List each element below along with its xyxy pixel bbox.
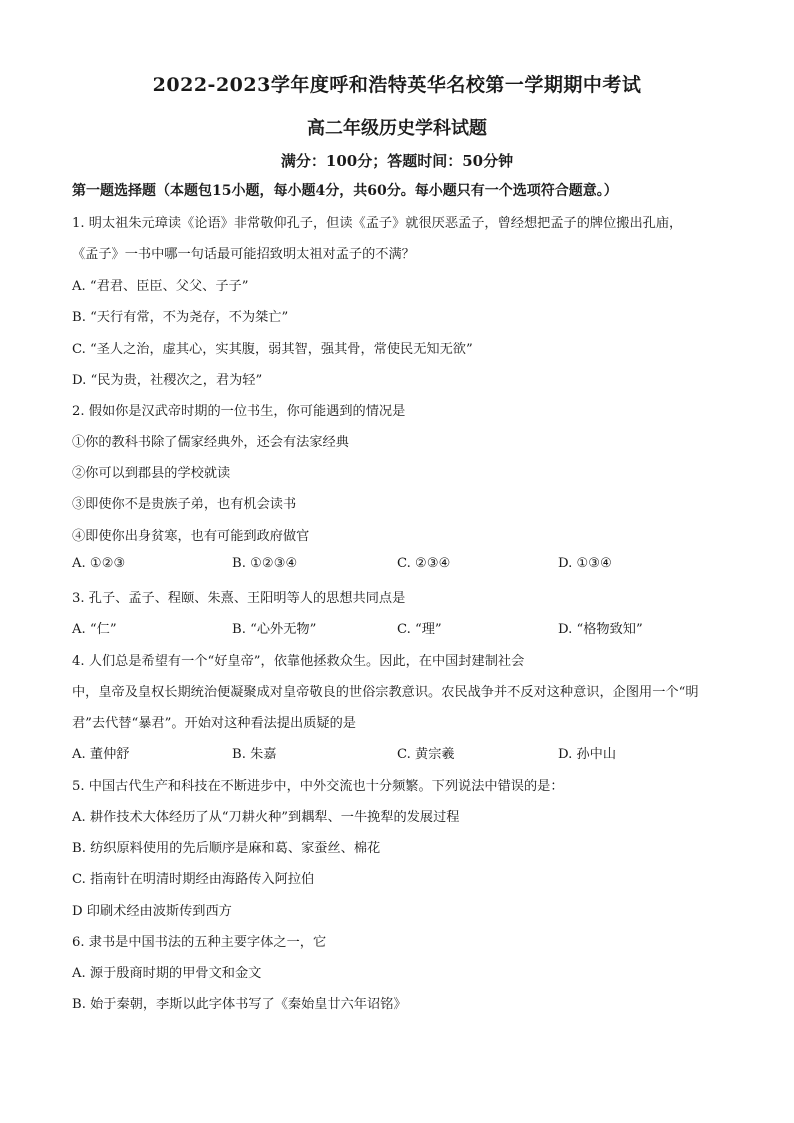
q1-option-b: B. “天行有常，不为尧存，不为桀亡” — [72, 310, 289, 325]
q5-option-a: A. 耕作技术大体经历了从“刀耕火种”到耦犁、一牛挽犁的发展过程 — [72, 810, 460, 825]
q4-option-b: B. 朱嘉 — [232, 747, 277, 762]
q6-option-b: B. 始于秦朝，李斯以此字体书写了《秦始皇廿六年诏铭》 — [72, 997, 407, 1012]
q4-options — [72, 743, 732, 763]
q2-option-d: D. ①③④ — [558, 556, 612, 571]
q4-stem-line1: 4. 人们总是希望有一个“好皇帝”，依靠他拯救众生。因此，在中国封建制社会 — [72, 654, 525, 669]
q2-option-c: C. ②③④ — [397, 556, 451, 571]
section-heading: 第一题选择题（本题包15小题，每小题4分，共60分。每小题只有一个选项符合题意。） — [72, 183, 618, 199]
q1-option-d: D. “民为贵，社稷次之，君为轻” — [72, 373, 263, 388]
q1-stem-line2: 《孟子》一书中哪一句话最可能招致明太祖对孟子的不满？ — [72, 247, 415, 262]
exam-subtitle: 高二年级历史学科试题 — [307, 118, 487, 139]
q2-stem: 2. 假如你是汉武帝时期的一位书生，你可能遇到的情况是 — [72, 404, 406, 419]
q6-stem: 6. 隶书是中国书法的五种主要字体之一，它 — [72, 935, 327, 950]
q3-stem: 3. 孔子、孟子、程颐、朱熹、王阳明等人的思想共同点是 — [72, 591, 406, 606]
q2-item-1: ①你的教科书除了儒家经典外，还会有法家经典 — [72, 435, 349, 450]
q2-option-b: B. ①②③④ — [232, 556, 298, 571]
q2-item-4: ④即使你出身贫寒，也有可能到政府做官 — [72, 529, 310, 544]
q4-option-c: C. 黄宗羲 — [397, 747, 455, 762]
q4-stem-line2: 中，皇帝及皇权长期统治便凝聚成对皇帝敬良的世俗宗教意识。农民战争并不反对这种意识，企图用一个“明 — [72, 685, 699, 700]
q1-option-a: A. “君君、臣臣、父父、子子” — [72, 279, 249, 294]
q5-option-b: B. 纺织原料使用的先后顺序是麻和葛、家蚕丝、棉花 — [72, 841, 381, 856]
q6-option-a: A. 源于殷商时期的甲骨文和金文 — [72, 966, 262, 981]
q3-options — [72, 618, 732, 638]
q2-item-2: ②你可以到郡县的学校就读 — [72, 466, 231, 481]
q3-option-c: C. “理” — [397, 622, 442, 637]
q3-option-d: D. “格物致知” — [558, 622, 643, 637]
q2-option-a: A. ①②③ — [72, 556, 126, 571]
q5-option-c: C. 指南针在明清时期经由海路传入阿拉伯 — [72, 872, 315, 887]
q4-stem-line3: 君”去代替“暴君”。开始对这种看法提出质疑的是 — [72, 716, 356, 731]
exam-title: 2022-2023学年度呼和浩特英华名校第一学期期中考试 — [152, 74, 642, 96]
q2-item-3: ③即使你不是贵族子弟，也有机会读书 — [72, 497, 297, 512]
q1-stem-line1: 1. 明太祖朱元璋读《论语》非常敬仰孔子，但读《孟子》就很厌恶孟子，曾经想把孟子的牌位搬出孔庙， — [72, 216, 683, 231]
q2-options — [72, 556, 732, 576]
score-info: 满分：100分；答题时间：50分钟 — [280, 152, 514, 170]
q4-option-a: A. 董仲舒 — [72, 747, 130, 762]
q1-option-c: C. “圣人之治，虚其心，实其腹，弱其智，强其骨，常使民无知无欲” — [72, 342, 473, 357]
q5-stem: 5. 中国古代生产和科技在不断进步中，中外交流也十分频繁。下列说法中错误的是： — [72, 779, 564, 794]
q4-option-d: D. 孙中山 — [558, 747, 617, 762]
q5-option-d: D 印刷术经由波斯传到西方 — [72, 904, 232, 919]
q3-option-b: B. “心外无物” — [232, 622, 317, 637]
q3-option-a: A. “仁” — [72, 622, 117, 637]
